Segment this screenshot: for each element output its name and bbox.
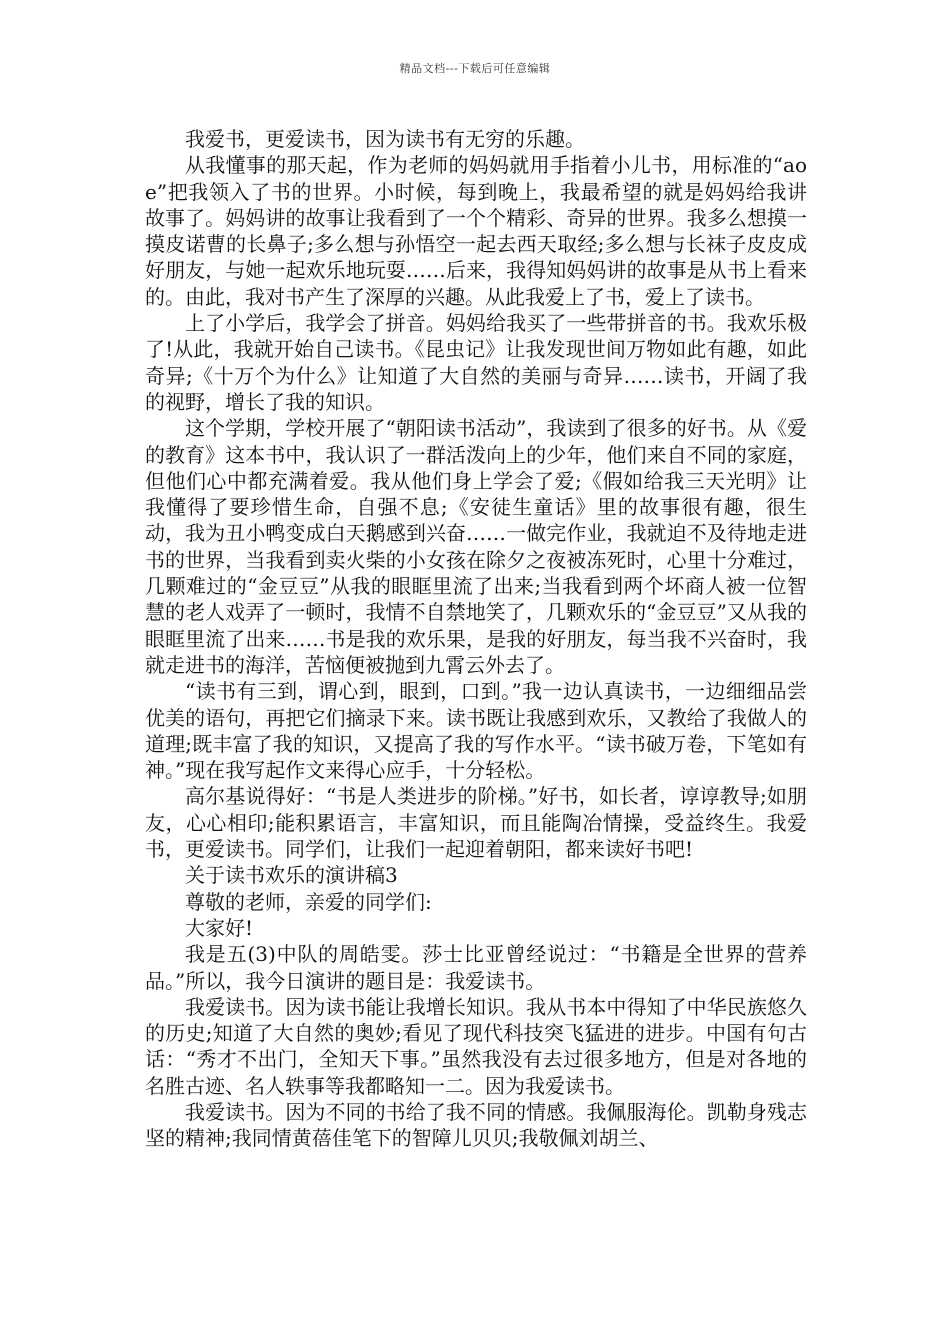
salutation: 尊敬的老师，亲爱的同学们: [185,889,432,914]
paragraph: 高尔基说得好：“书是人类进步的阶梯。”好书，如长者，谆谆教导;如朋友，心心相印;能积累语言，丰富知识，而且能陶冶情操，受益终生。我爱书，更爱读书。同学们，让我们一起迎着朝阳，都来读好书吧! [145,784,807,862]
paragraph: 上了小学后，我学会了拼音。妈妈给我买了一些带拼音的书。我欢乐极了!从此，我就开始自己读书。《昆虫记》让我发现世间万物如此有趣，如此奇异;《十万个为什么》让知道了大自然的美丽与奇异……读书，开阔了我的视野，增长了我的知识。 [145,311,807,414]
paragraph: “读书有三到，谓心到，眼到，口到。”我一边认真读书，一边细细品尝优美的语句，再把它们摘录下来。读书既让我感到欢乐，又教给了我做人的道理;既丰富了我的知识，又提高了我的写作水平。“读书破万卷，下笔如有神。”现在我写起作文来得心应手，十分轻松。 [145,679,807,783]
paragraph: 我是五(3)中队的周皓雯。莎士比亚曾经说过：“书籍是全世界的营养品。”所以，我今日演讲的题目是：我爱读书。 [145,942,807,993]
paragraph: 我爱书，更爱读书，因为读书有无穷的乐趣。 [185,127,585,151]
greeting: 大家好! [185,915,254,940]
paragraph: 从我懂事的那天起，作为老师的妈妈就用手指着小儿书，用标准的“aoe”把我领入了书的世界。小时候，每到晚上，我最希望的就是妈妈给我讲故事了。妈妈讲的故事让我看到了一个个精彩、奇异的世界。我多么想摸一摸皮诺曹的长鼻子;多么想与孙悟空一起去西天取经;多么想与长袜子皮皮成好朋友，与她一起欢乐地玩耍……后来，我得知妈妈讲的故事是从书上看来的。由此，我对书产生了深厚的兴趣。从此我爱上了书，爱上了读书。 [145,153,807,309]
paragraph: 这个学期，学校开展了“朝阳读书活动”，我读到了很多的好书。从《爱的教育》这本书中，我认识了一群活泼向上的少年，他们来自不同的家庭，但他们心中都充满着爱。我从他们身上学会了爱;《假如给我三天光明》让我懂得了要珍惜生命，自强不息;《安徒生童话》里的故事很有趣，很生动，我为丑小鸭变成白天鹅感到兴奋……一做完作业，我就迫不及待地走进书的世界，当我看到卖火柴的小女孩在除夕之夜被冻死时，心里十分难过，几颗难过的“金豆豆”从我的眼眶里流了出来;当我看到两个坏商人被一位智慧的老人戏弄了一顿时，我情不自禁地笑了，几颗欢乐的“金豆豆”又从我的眼眶里流了出来……书是我的欢乐果，是我的好朋友，每当我不兴奋时，我就走进书的海洋，苦恼便被抛到九霄云外去了。 [145,416,807,677]
paragraph: 我爱读书。因为不同的书给了我不同的情感。我佩服海伦。凯勒身残志坚的精神;我同情黄蓓佳笔下的智障儿贝贝;我敬佩刘胡兰、 [145,1099,807,1151]
paragraph: 我爱读书。因为读书能让我增长知识。我从书本中得知了中华民族悠久的历史;知道了大自然的奥妙;看见了现代科技突飞猛进的进步。中国有句古话：“秀才不出门，全知天下事。”虽然我没有去过很多地方，但是对各地的名胜古迹、名人轶事等我都略知一二。因为我爱读书。 [145,994,807,1098]
document-body [145,126,807,1152]
section-title: 关于读书欢乐的演讲稿3 [185,863,398,888]
page-header: 精品文档---下载后可任意编辑 [399,62,551,75]
